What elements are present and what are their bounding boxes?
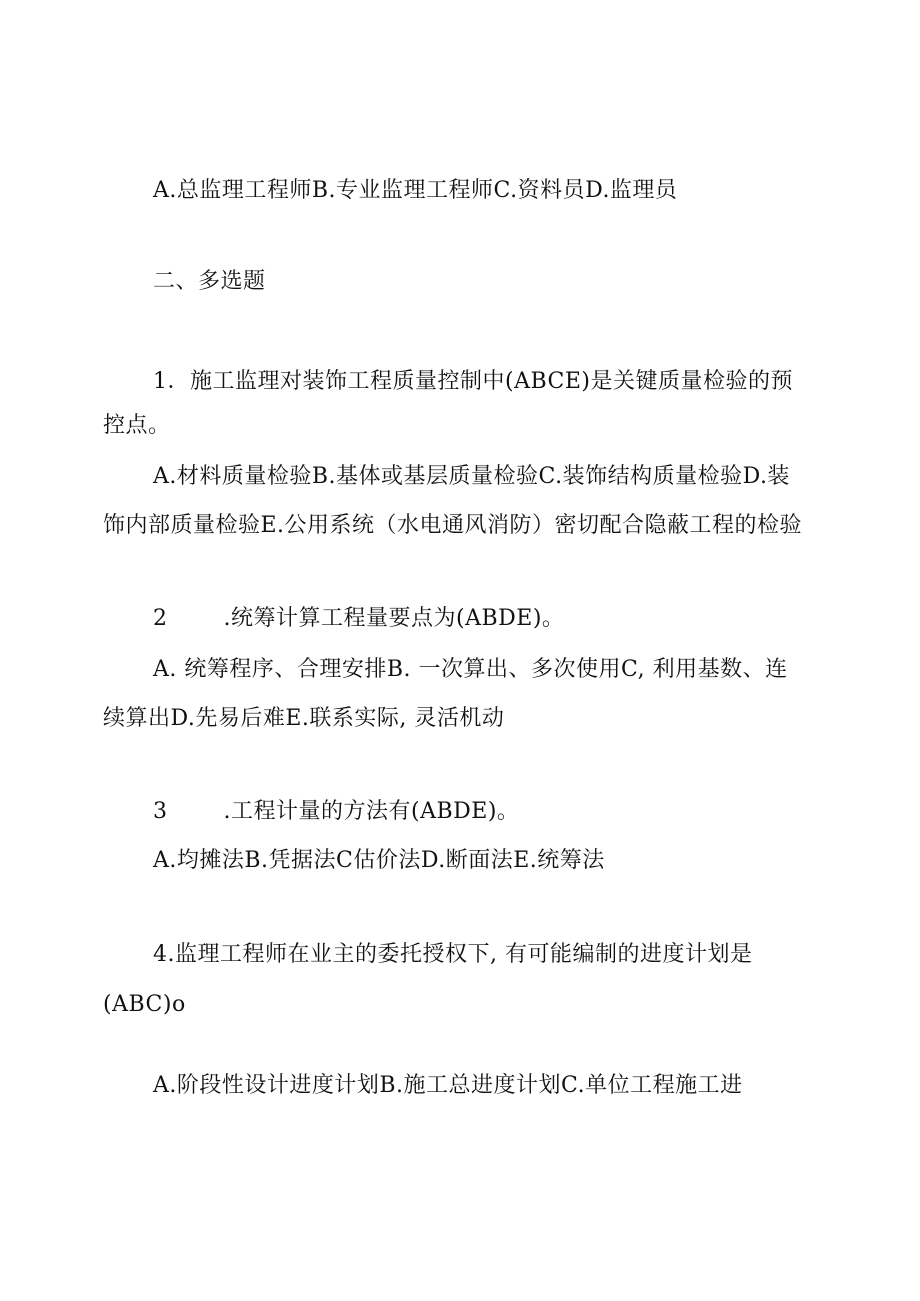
question-3-options: A.均摊法B.凭据法C估价法D.断面法E.统筹法 xyxy=(153,848,605,873)
question-1-options: A.材料质量检验B.基体或基层质量检验C.装饰结构质量检验D.装 xyxy=(153,464,790,489)
question-1-options-cont: 饰内部质量检验E.公用系统（水电通风消防）密切配合隐蔽工程的检验 xyxy=(103,513,803,538)
question-3-stem xyxy=(0,797,920,827)
previous-question-options: A.总监理工程师B.专业监理工程师C.资料员D.监理员 xyxy=(153,178,678,203)
question-3-text: .工程计量的方法有(ABDE)。 xyxy=(223,799,520,824)
question-4-options: A.阶段性设计进度计划B.施工总进度计划C.单位工程施工进 xyxy=(153,1073,743,1098)
question-2-stem xyxy=(0,604,920,634)
question-2-options-cont: 续算出D.先易后难E.联系实际, 灵活机动 xyxy=(103,706,505,731)
question-2-text: .统筹计算工程量要点为(ABDE)。 xyxy=(223,606,565,631)
question-4-stem: 4.监理工程师在业主的委托授权下, 有可能编制的进度计划是 xyxy=(153,942,753,967)
question-4-stem-cont: (ABC)o xyxy=(103,992,186,1017)
section-heading: 二、多选题 xyxy=(153,269,266,294)
question-2-number: 2 xyxy=(153,606,168,631)
question-3-number: 3 xyxy=(153,799,168,824)
question-1-stem-cont: 控点。 xyxy=(103,413,171,438)
question-1-stem: 1．施工监理对装饰工程质量控制中(ABCE)是关键质量检验的预 xyxy=(153,369,794,394)
question-2-options: A. 统筹程序、合理安排B. 一次算出、多次使用C, 利用基数、连 xyxy=(153,657,788,682)
